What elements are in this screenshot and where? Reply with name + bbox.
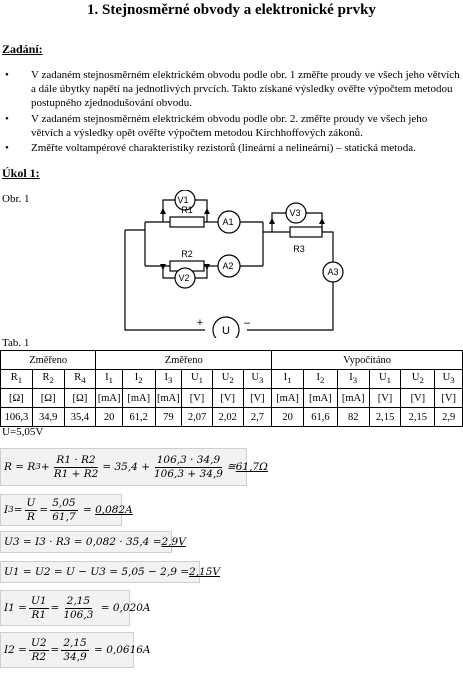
bullet-3 bbox=[2, 141, 460, 155]
eq-denominator: R1 bbox=[31, 608, 47, 621]
eq-fraction bbox=[25, 497, 38, 524]
equation-voltage-u3 bbox=[0, 531, 186, 551]
eq-denominator: R bbox=[27, 510, 35, 523]
eq-sub: 3 bbox=[35, 462, 41, 472]
eq-lhs: I1 = bbox=[4, 602, 27, 614]
eq-denominator: 106,3 bbox=[63, 608, 94, 621]
eq-equals: = bbox=[97, 602, 113, 614]
eq-plus: + bbox=[40, 461, 50, 473]
eq-equals: = bbox=[39, 504, 49, 516]
eq-equals: = bbox=[13, 504, 23, 516]
value-cell: 106,3 bbox=[1, 408, 33, 427]
eq-lhs: R = R bbox=[4, 461, 36, 473]
unit-cell: [mA] bbox=[96, 389, 122, 408]
col-header: $U_3$ bbox=[435, 370, 463, 389]
table-group-row bbox=[1, 351, 463, 370]
value-cell: 2,7 bbox=[243, 408, 272, 427]
r3-label: R3 bbox=[293, 244, 305, 254]
group-header: Vypočítáno bbox=[272, 351, 463, 370]
voltage-note: U=5,05V bbox=[2, 426, 44, 438]
source-label: U bbox=[222, 325, 230, 337]
col-header: $I_2$ bbox=[303, 370, 337, 389]
eq-denominator: 61,7 bbox=[52, 510, 76, 523]
eq-equals: = bbox=[79, 504, 96, 516]
table-values-row bbox=[1, 408, 463, 427]
unit-cell: [Ω] bbox=[64, 389, 96, 408]
r1-label: R1 bbox=[181, 205, 193, 215]
eq-equals: = bbox=[50, 602, 60, 614]
eq-numerator: R1 · R2 bbox=[56, 453, 96, 466]
value-cell: 35,4 bbox=[64, 408, 96, 427]
figure-label: Obr. 1 bbox=[2, 193, 30, 205]
unit-cell: [mA] bbox=[337, 389, 369, 408]
eq-result: 0,082A bbox=[95, 504, 133, 516]
unit-cell: [V] bbox=[212, 389, 243, 408]
table-units-row bbox=[1, 389, 463, 408]
eq-equals: = bbox=[50, 644, 60, 656]
equation-current-i3 bbox=[0, 494, 133, 524]
a1-label: A1 bbox=[222, 217, 234, 227]
plus-label: + bbox=[196, 317, 204, 329]
value-cell: 2,07 bbox=[182, 408, 213, 427]
col-header: $I_3$ bbox=[155, 370, 181, 389]
bullet-symbol: • bbox=[5, 69, 9, 81]
eq-result: 2,15V bbox=[189, 566, 220, 578]
v1-label: V1 bbox=[177, 195, 189, 205]
eq-equals: = bbox=[90, 644, 107, 656]
unit-cell: [V] bbox=[182, 389, 213, 408]
r2-label: R2 bbox=[181, 249, 193, 259]
eq-denominator: R1 + R2 bbox=[53, 467, 99, 480]
value-cell: 61,2 bbox=[122, 408, 155, 427]
eq-result: 0,0616A bbox=[106, 644, 151, 656]
eq-denominator: 34,9 bbox=[63, 650, 87, 663]
col-header: $U_2$ bbox=[212, 370, 243, 389]
value-cell: 2,02 bbox=[212, 408, 243, 427]
unit-cell: [Ω] bbox=[1, 389, 33, 408]
value-cell: 20 bbox=[96, 408, 122, 427]
col-header: $R_2$ bbox=[32, 370, 64, 389]
eq-numerator: U bbox=[26, 496, 36, 509]
col-header: $U_1$ bbox=[369, 370, 401, 389]
minus-label: – bbox=[243, 317, 251, 329]
eq-numerator: U1 bbox=[30, 594, 47, 607]
eq-fraction bbox=[29, 595, 49, 622]
eq-text: U3 = I3 · R3 = 0,082 · 35,4 = bbox=[4, 536, 162, 548]
eq-result: 2,9V bbox=[161, 536, 186, 548]
col-header: $U_3$ bbox=[243, 370, 272, 389]
unit-cell: [Ω] bbox=[32, 389, 64, 408]
ukol-heading: Úkol 1: bbox=[2, 166, 40, 180]
unit-cell: [V] bbox=[401, 389, 435, 408]
eq-fraction bbox=[61, 637, 88, 664]
value-cell: 61,6 bbox=[303, 408, 337, 427]
col-header: $U_1$ bbox=[182, 370, 213, 389]
eq-numerator: 106,3 · 34,9 bbox=[156, 453, 221, 466]
eq-numerator: 5,05 bbox=[52, 496, 76, 509]
value-cell: 2,9 bbox=[435, 408, 463, 427]
value-cell: 34,9 bbox=[32, 408, 64, 427]
eq-fraction bbox=[61, 595, 95, 622]
col-header: $I_2$ bbox=[122, 370, 155, 389]
bullet-symbol: • bbox=[5, 142, 9, 154]
eq-numerator: 2,15 bbox=[66, 594, 91, 607]
unit-cell: [V] bbox=[369, 389, 401, 408]
eq-fraction bbox=[152, 454, 225, 481]
v2-label: V2 bbox=[178, 273, 190, 283]
measurement-table bbox=[0, 350, 463, 427]
eq-numerator: 2,15 bbox=[63, 636, 87, 649]
bullet-symbol: • bbox=[5, 113, 9, 125]
a3-label: A3 bbox=[327, 267, 339, 277]
eq-result: 61,7Ω bbox=[235, 461, 268, 473]
v3-label: V3 bbox=[289, 208, 301, 218]
equation-current-i2 bbox=[0, 632, 151, 666]
unit-cell: [mA] bbox=[272, 389, 304, 408]
eq-mid: = 35,4 + bbox=[102, 461, 150, 473]
value-cell: 82 bbox=[337, 408, 369, 427]
zadani-heading: Zadání: bbox=[2, 42, 43, 56]
eq-numerator: U2 bbox=[30, 636, 47, 649]
col-header: $I_3$ bbox=[337, 370, 369, 389]
bullet-text: Změřte voltampérové charakteristiky rezistorů (lineární a nelineární) – statická metoda. bbox=[31, 142, 416, 154]
equation-resistance bbox=[0, 448, 268, 484]
table-header-row bbox=[1, 370, 463, 389]
unit-cell: [mA] bbox=[303, 389, 337, 408]
unit-cell: [V] bbox=[243, 389, 272, 408]
value-cell: 2,15 bbox=[369, 408, 401, 427]
col-header: $R_4$ bbox=[64, 370, 96, 389]
col-header: $I_1$ bbox=[272, 370, 304, 389]
col-header: $R_1$ bbox=[1, 370, 33, 389]
unit-cell: [mA] bbox=[122, 389, 155, 408]
a2-label: A2 bbox=[222, 261, 234, 271]
eq-denominator: 106,3 + 34,9 bbox=[154, 467, 223, 480]
value-cell: 79 bbox=[155, 408, 181, 427]
col-header: $I_1$ bbox=[96, 370, 122, 389]
equation-voltage-u1-u2 bbox=[0, 561, 220, 581]
eq-sub: 3 bbox=[8, 505, 14, 515]
eq-lhs: I bbox=[4, 504, 9, 516]
bullet-text: V zadaném stejnosměrném elektrickém obvodu podle obr. 2. změřte proudy ve všech jeho větvích a výsledky opět ověřte výpočtem metodou Kirchhoffových zákonů. bbox=[31, 113, 428, 139]
eq-fraction bbox=[50, 497, 77, 524]
value-cell: 2,15 bbox=[401, 408, 435, 427]
unit-cell: [mA] bbox=[155, 389, 181, 408]
eq-denominator: R2 bbox=[31, 650, 47, 663]
equation-current-i1 bbox=[0, 590, 151, 624]
unit-cell: [V] bbox=[435, 389, 463, 408]
eq-lhs: I2 = bbox=[4, 644, 27, 656]
eq-approx: ≅ bbox=[226, 461, 236, 473]
eq-fraction bbox=[52, 454, 101, 481]
bullet-text: V zadaném stejnosměrném elektrickém obvodu podle obr. 1 změřte proudy ve všech jeho větvích a dále úbytky napětí na jednotlivých prvcích. Takto získané výsledky ověřte výpočtem metodou postupného zjednodušování obvodu. bbox=[31, 69, 460, 109]
bullet-2 bbox=[2, 112, 460, 140]
col-header: $U_2$ bbox=[401, 370, 435, 389]
eq-text: U1 = U2 = U − U3 = 5,05 − 2,9 = bbox=[4, 566, 190, 578]
eq-result: 0,020A bbox=[112, 602, 151, 614]
circuit-diagram bbox=[115, 190, 360, 338]
table-label: Tab. 1 bbox=[2, 337, 30, 349]
document-title: 1. Stejnosměrné obvody a elektronické prvky bbox=[87, 2, 376, 18]
group-header: Změřeno bbox=[96, 351, 272, 370]
group-header: Změřeno bbox=[1, 351, 96, 370]
value-cell: 20 bbox=[272, 408, 304, 427]
eq-fraction bbox=[29, 637, 49, 664]
bullet-1 bbox=[2, 68, 460, 110]
